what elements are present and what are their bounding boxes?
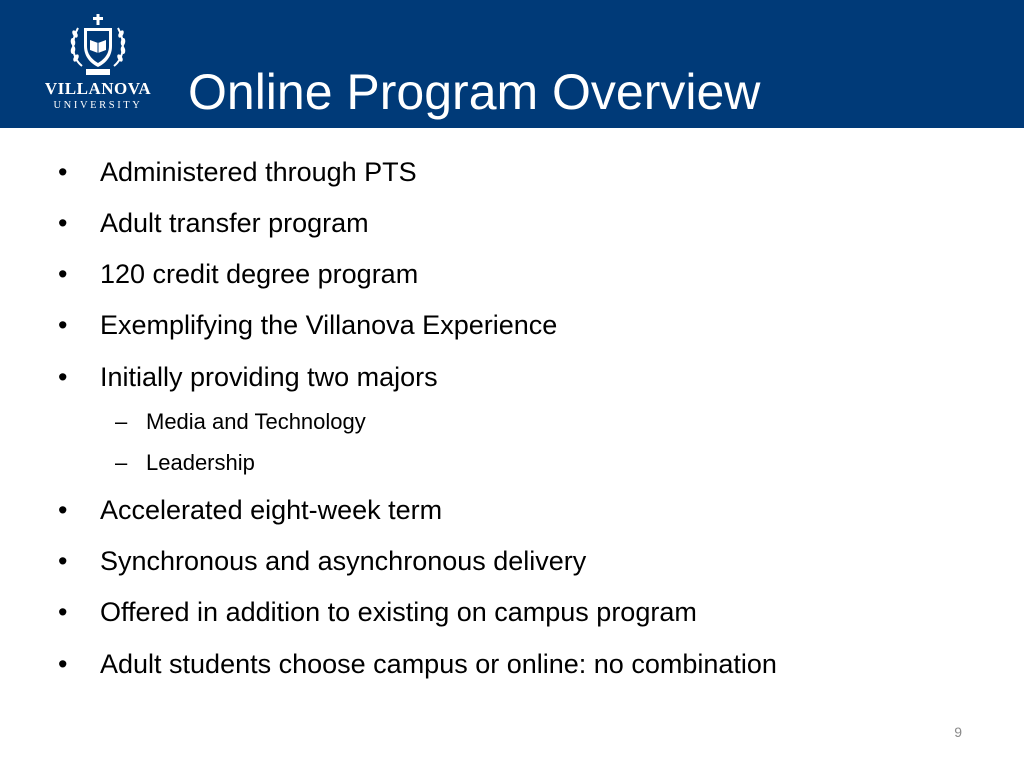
bullet-symbol: • (58, 362, 68, 392)
bullet-item (0, 357, 1000, 397)
bullet-text: 120 credit degree program (100, 259, 419, 289)
bullet-item (0, 305, 1000, 345)
bullet-text: Exemplifying the Villanova Experience (100, 310, 558, 340)
sub-bullet-item (0, 448, 1000, 478)
bullet-item (0, 592, 1000, 632)
sub-bullet-symbol: – (115, 450, 128, 475)
page-number: 9 (954, 724, 962, 740)
bullet-text: Initially providing two majors (100, 362, 438, 392)
sub-bullet-item (0, 407, 1000, 437)
bullet-item (0, 541, 1000, 581)
bullet-symbol: • (58, 259, 68, 289)
bullet-item (0, 254, 1000, 294)
sub-bullet-symbol: – (115, 409, 128, 434)
bullet-symbol: • (58, 597, 68, 627)
sub-bullet-text: Leadership (146, 450, 255, 475)
logo-subtitle: UNIVERSITY (53, 100, 143, 111)
bullet-item (0, 490, 1000, 530)
bullet-item (0, 644, 1000, 684)
bullet-symbol: • (58, 208, 68, 238)
logo-wordmark: VILLANOVA (44, 79, 152, 98)
bullet-text: Adult transfer program (100, 208, 369, 238)
slide-title: Online Program Overview (188, 64, 761, 120)
bullet-text: Accelerated eight-week term (100, 495, 443, 525)
bullet-symbol: • (58, 310, 68, 340)
bullet-text: Adult students choose campus or online: no combination (100, 649, 777, 679)
bullet-symbol: • (58, 495, 68, 525)
bullet-item (0, 152, 1000, 192)
sub-bullet-text: Media and Technology (146, 409, 366, 434)
bullet-symbol: • (58, 157, 68, 187)
bullet-text: Offered in addition to existing on campus program (100, 597, 697, 627)
bullet-text: Synchronous and asynchronous delivery (100, 546, 587, 576)
bullet-symbol: • (58, 546, 68, 576)
bullet-item (0, 203, 1000, 243)
bullet-symbol: • (58, 649, 68, 679)
bullet-text: Administered through PTS (100, 157, 417, 187)
